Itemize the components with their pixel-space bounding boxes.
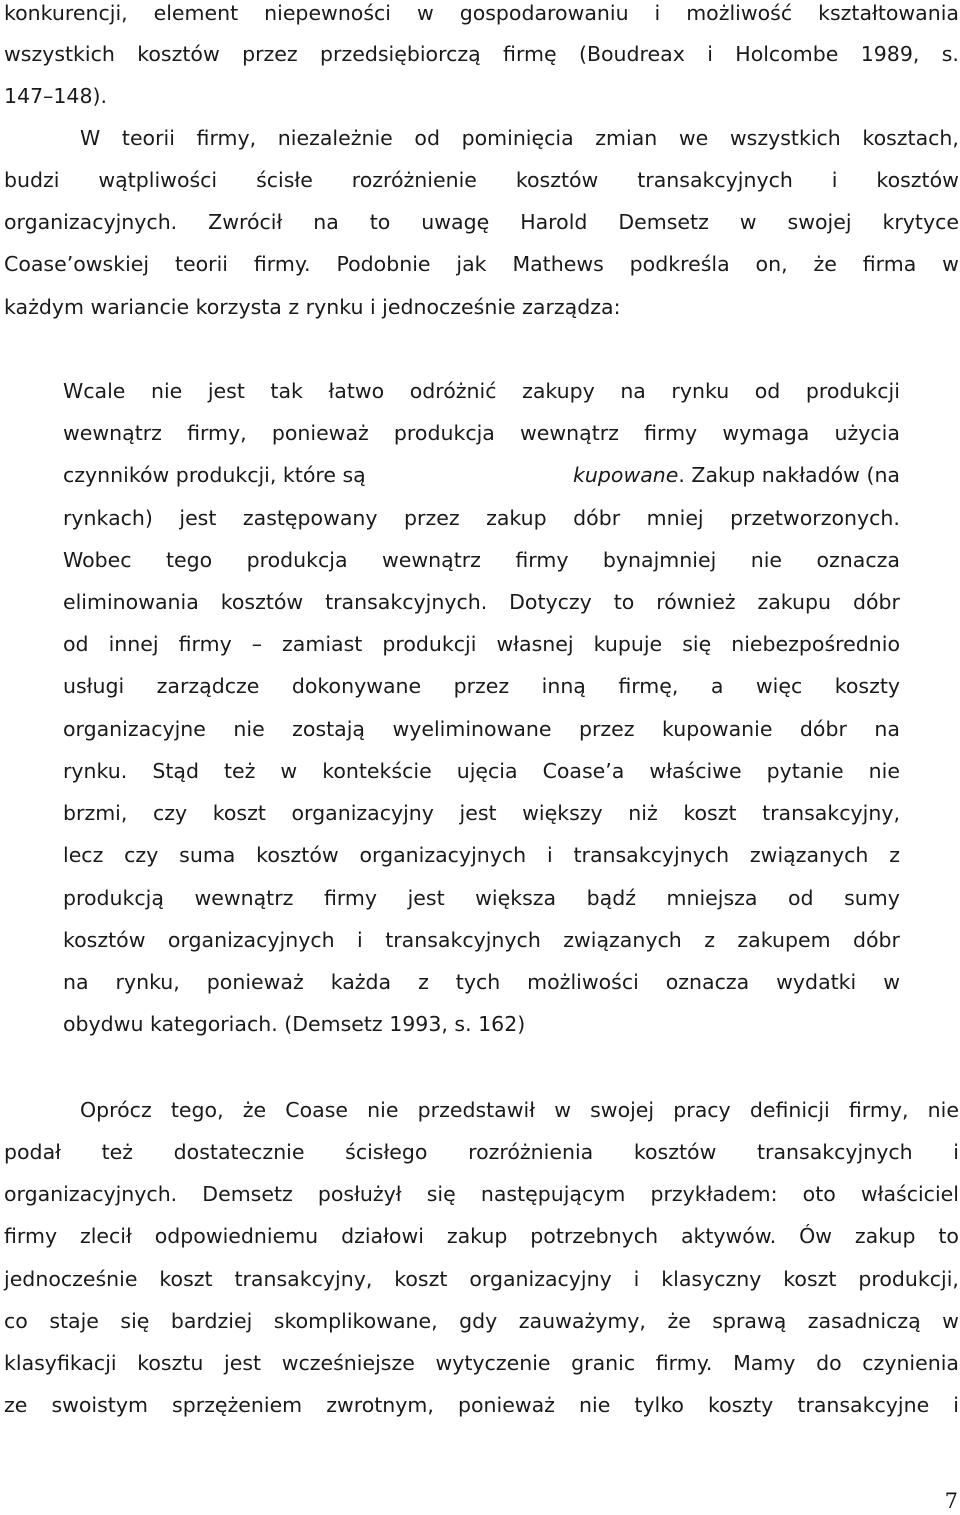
word: co <box>4 1309 28 1333</box>
word: niepewności <box>264 1 391 25</box>
text-line <box>4 1350 959 1376</box>
word: W <box>80 126 101 150</box>
word: produkcji <box>805 379 900 403</box>
word: na <box>874 717 900 741</box>
word: mniejsza <box>666 886 758 910</box>
word: zastępowany <box>242 506 378 530</box>
word: podał <box>4 1140 61 1164</box>
word: firmy <box>178 632 232 656</box>
word: wewnątrz <box>194 886 294 910</box>
word: firmy. <box>253 252 311 276</box>
text-line <box>4 41 959 67</box>
word: transakcyjny, <box>234 1267 373 1291</box>
word: przedstawił <box>417 1098 536 1122</box>
quote-line <box>63 927 900 953</box>
word: firmy <box>644 421 698 445</box>
word: przez <box>404 506 460 530</box>
word: zwrotnym, <box>326 1393 434 1417</box>
word: (Boudreax <box>578 42 685 66</box>
word: Stąd <box>152 759 199 783</box>
word: produkcji, <box>858 1267 959 1291</box>
word: produkcja <box>393 421 495 445</box>
word: a <box>710 674 724 698</box>
word: tego, <box>170 1098 224 1122</box>
word: wydatki <box>776 970 857 994</box>
word: więc <box>755 674 803 698</box>
word: i <box>654 1 661 25</box>
word: kupowanie <box>662 717 773 741</box>
word: pytanie <box>766 759 844 783</box>
word: skomplikowane, <box>273 1309 438 1333</box>
word: transakcyjny, <box>762 801 900 825</box>
word: organizacyjne <box>63 717 206 741</box>
word: firmy, <box>196 126 257 150</box>
word: możliwość <box>686 1 793 25</box>
word: Wcale <box>63 379 126 403</box>
word: pracy <box>673 1098 731 1122</box>
word: odpowiedniemu <box>154 1224 319 1248</box>
word: nie <box>233 717 265 741</box>
word: ze <box>4 1393 28 1417</box>
word: wymaga <box>722 421 810 445</box>
word: zlecił <box>79 1224 132 1248</box>
text-line <box>80 125 959 151</box>
word: od <box>788 886 814 910</box>
word: kosztów <box>515 168 599 192</box>
word: większa <box>475 886 557 910</box>
word: nie <box>868 759 900 783</box>
italic-term: kupowane <box>573 463 679 487</box>
word: 1989, <box>860 42 920 66</box>
word: czy <box>152 801 188 825</box>
text-line <box>4 251 959 277</box>
word: od <box>754 379 781 403</box>
word: wyeliminowane <box>392 717 552 741</box>
word: ponieważ <box>206 970 304 994</box>
word: Mathews <box>512 252 604 276</box>
word: dóbr <box>799 717 847 741</box>
quote-line <box>63 420 900 446</box>
word: do <box>816 1351 842 1375</box>
word: rynku. <box>63 759 128 783</box>
quote-line-tail: . Zakup nakładów (na <box>678 463 900 487</box>
word: z <box>704 928 715 952</box>
word: produkcją <box>63 886 164 910</box>
quote-line <box>63 631 900 657</box>
quote-line <box>63 716 900 742</box>
word: oznacza <box>816 548 900 572</box>
word: wewnątrz <box>63 421 162 445</box>
word: w <box>739 210 757 234</box>
word: definicji <box>749 1098 830 1122</box>
quote-line <box>63 505 900 531</box>
word: zakupy <box>522 379 595 403</box>
word: działowi <box>341 1224 424 1248</box>
word: Coase <box>285 1098 348 1122</box>
word: brzmi, <box>63 801 128 825</box>
word: również <box>656 590 736 614</box>
word: i <box>831 168 838 192</box>
word: niezależnie <box>277 126 393 150</box>
word: zauważymy, <box>518 1309 646 1333</box>
word: i <box>546 843 553 867</box>
word: każda <box>330 970 392 994</box>
word: dóbr <box>573 506 621 530</box>
word: że <box>667 1309 691 1333</box>
word: jest <box>179 506 217 530</box>
word: organizacyjny <box>291 801 434 825</box>
quote-line <box>63 885 900 911</box>
word: zakupem <box>737 928 831 952</box>
word: teorii <box>121 126 175 150</box>
word: następującym <box>480 1182 626 1206</box>
word: dóbr <box>852 590 900 614</box>
word: bądź <box>586 886 636 910</box>
word: eliminowania <box>63 590 199 614</box>
word: Dotyczy <box>509 590 592 614</box>
word: na <box>313 210 339 234</box>
text-line <box>4 1308 959 1334</box>
word: jednocześnie <box>4 1267 138 1291</box>
word: zamiast <box>282 632 363 656</box>
word: kosztów <box>633 1140 717 1164</box>
word: swoistym <box>51 1393 148 1417</box>
word: w <box>942 1309 959 1333</box>
word: konkurencji, <box>4 1 128 25</box>
word: swojej <box>787 210 852 234</box>
word: Ów <box>799 1224 833 1248</box>
word: to <box>938 1224 959 1248</box>
word: większy <box>522 801 603 825</box>
word: w <box>280 759 298 783</box>
word: aktywów. <box>680 1224 777 1248</box>
text-line <box>4 1266 959 1292</box>
word: czy <box>124 843 159 867</box>
quote-line-start: czynników produkcji, które są <box>63 463 366 487</box>
quote-line: obydwu kategoriach. (Demsetz 1993, s. 162) <box>63 1012 526 1036</box>
word: transakcyjnych <box>385 928 541 952</box>
word: sprzężeniem <box>172 1393 303 1417</box>
word: możliwości <box>527 970 639 994</box>
word: s. <box>941 42 959 66</box>
word: z <box>418 970 429 994</box>
word: dóbr <box>852 928 900 952</box>
quote-line <box>63 673 900 699</box>
word: od <box>63 632 89 656</box>
word: transakcyjnych <box>757 1140 913 1164</box>
word: kosztów <box>137 42 220 66</box>
word: koszt <box>683 801 737 825</box>
word: i <box>707 42 713 66</box>
word: i <box>953 1393 959 1417</box>
word: zasadniczą <box>807 1309 921 1333</box>
text-line <box>4 167 959 193</box>
word: niebezpośrednio <box>731 632 900 656</box>
word: koszt <box>394 1267 448 1291</box>
word: własnej <box>496 632 574 656</box>
word: gdy <box>459 1309 498 1333</box>
word: usługi <box>63 674 125 698</box>
word: potrzebnych <box>530 1224 659 1248</box>
word: organizacyjnych <box>359 843 527 867</box>
word: przykładem: <box>650 1182 778 1206</box>
word: też <box>101 1140 134 1164</box>
word: rynku, <box>115 970 180 994</box>
word: to <box>369 210 391 234</box>
word: właściwe <box>649 759 742 783</box>
word: firmę, <box>618 674 679 698</box>
word: staje <box>49 1309 99 1333</box>
word: budzi <box>4 168 60 192</box>
word: kosztu <box>137 1351 204 1375</box>
word: krytyce <box>882 210 959 234</box>
word: granic <box>571 1351 636 1375</box>
word: organizacyjnych <box>167 928 335 952</box>
word: tylko <box>634 1393 684 1417</box>
quote-line <box>63 969 900 995</box>
word: wątpliwości <box>98 168 218 192</box>
word: nie <box>750 548 783 572</box>
word: pominięcia <box>461 126 574 150</box>
word: Podobnie <box>336 252 431 276</box>
word: związanych <box>563 928 682 952</box>
word: zakupu <box>757 590 832 614</box>
word: przez <box>578 717 635 741</box>
word: w <box>883 970 900 994</box>
word: Coase’a <box>542 759 625 783</box>
word: suma <box>179 843 236 867</box>
word: sumy <box>844 886 900 910</box>
word: ścisłe <box>256 168 313 192</box>
word: transakcyjnych. <box>325 590 488 614</box>
word: transakcyjne <box>797 1393 930 1417</box>
word: kosztów <box>876 168 959 192</box>
word: wcześniejsze <box>281 1351 415 1375</box>
word: przetworzonych. <box>730 506 900 530</box>
quote-line <box>63 462 900 488</box>
word: jest <box>207 379 245 403</box>
quote-line <box>63 800 900 826</box>
word: się <box>426 1182 456 1206</box>
word: z <box>889 843 900 867</box>
word: Holcombe <box>735 42 839 66</box>
quote-line-end <box>573 462 900 488</box>
word: on, <box>755 252 788 276</box>
page-number: 7 <box>944 1489 958 1513</box>
word: produkcja <box>246 548 348 572</box>
quote-line <box>63 758 900 784</box>
word: zakup <box>854 1224 916 1248</box>
word: Wobec <box>63 548 132 572</box>
word: wytyczenie <box>435 1351 551 1375</box>
word: zakup <box>486 506 547 530</box>
word: dostatecznie <box>173 1140 305 1164</box>
word: wewnątrz <box>520 421 619 445</box>
word: bynajmniej <box>602 548 717 572</box>
word: firmy, <box>187 421 247 445</box>
word: firmę <box>503 42 557 66</box>
word: wszystkich <box>729 126 841 150</box>
word: element <box>153 1 239 25</box>
word: kosztów <box>220 590 304 614</box>
word: podkreśla <box>629 252 730 276</box>
word: transakcyjnych <box>637 168 793 192</box>
word: że <box>813 252 837 276</box>
word: firmy. <box>655 1351 713 1375</box>
word: firmy <box>515 548 569 572</box>
word: ponieważ <box>271 421 369 445</box>
word: Coase’owskiej <box>4 252 150 276</box>
word: koszt <box>212 801 266 825</box>
word: Demsetz <box>618 210 709 234</box>
word: nie <box>579 1393 611 1417</box>
word: rozróżnienia <box>468 1140 594 1164</box>
word: kupuje <box>593 632 663 656</box>
quote-line <box>63 547 900 573</box>
word: we <box>678 126 709 150</box>
word: koszty <box>708 1393 774 1417</box>
word: gospodarowaniu <box>459 1 629 25</box>
word: firmy <box>4 1224 58 1248</box>
word: ujęcia <box>456 759 518 783</box>
quote-line <box>63 378 900 404</box>
word: na <box>620 379 646 403</box>
word: od <box>414 126 440 150</box>
word: łatwo <box>328 379 385 403</box>
word: użycia <box>834 421 900 445</box>
word: kosztów <box>63 928 146 952</box>
word: wszystkich <box>4 42 115 66</box>
word: Zwrócił <box>208 210 283 234</box>
word: organizacyjny <box>469 1267 612 1291</box>
word: i <box>633 1267 640 1291</box>
word: teorii <box>174 252 228 276</box>
word: w <box>942 252 959 276</box>
word: na <box>63 970 89 994</box>
word: Demsetz <box>202 1182 293 1206</box>
word: kształtowania <box>818 1 959 25</box>
word: Oprócz <box>80 1098 152 1122</box>
word: rynku <box>671 379 730 403</box>
word: jest <box>459 801 497 825</box>
word: się <box>120 1309 150 1333</box>
word: dokonywane <box>291 674 422 698</box>
word: jak <box>456 252 487 276</box>
word: tego <box>165 548 213 572</box>
word: organizacyjnych. <box>4 210 178 234</box>
word: nie <box>150 379 183 403</box>
word: – <box>251 632 262 656</box>
word: niż <box>628 801 658 825</box>
word: sprawą <box>712 1309 787 1333</box>
word: firmy, <box>848 1098 909 1122</box>
word: właściciel <box>860 1182 959 1206</box>
word: firma <box>862 252 917 276</box>
text-line <box>4 1181 959 1207</box>
word: w <box>554 1098 571 1122</box>
word: transakcyjnych <box>573 843 730 867</box>
word: koszt <box>783 1267 837 1291</box>
word: zmian <box>595 126 658 150</box>
word: oznacza <box>665 970 750 994</box>
word: ścisłego <box>345 1140 428 1164</box>
text-line <box>4 209 959 235</box>
word: nie <box>927 1098 959 1122</box>
word: przez <box>242 42 298 66</box>
word: przedsiębiorczą <box>320 42 481 66</box>
word: innej <box>108 632 159 656</box>
text-line <box>80 1097 959 1123</box>
word: mniej <box>646 506 704 530</box>
word: koszt <box>159 1267 213 1291</box>
word: bardziej <box>170 1309 253 1333</box>
word: kosztach, <box>862 126 959 150</box>
text-line: 147–148). <box>4 84 108 108</box>
word: zarządcze <box>156 674 260 698</box>
word: ponieważ <box>457 1393 555 1417</box>
text-line <box>4 1139 959 1165</box>
quote-line <box>63 589 900 615</box>
word: zostają <box>292 717 365 741</box>
word: uwagę <box>421 210 490 234</box>
word: kosztów <box>256 843 339 867</box>
word: wewnątrz <box>382 548 481 572</box>
word: odróżnić <box>409 379 497 403</box>
word: zakup <box>446 1224 508 1248</box>
word: związanych <box>749 843 869 867</box>
word: że <box>242 1098 267 1122</box>
word: firmy <box>323 886 378 910</box>
word: Harold <box>520 210 588 234</box>
word: jest <box>407 886 445 910</box>
word: się <box>682 632 712 656</box>
text-line <box>4 1392 959 1418</box>
word: koszty <box>834 674 900 698</box>
word: oto <box>802 1182 836 1206</box>
text-line: każdym wariancie korzysta z rynku i jednocześnie zarządza: <box>4 295 621 319</box>
word: lecz <box>63 843 104 867</box>
text-line <box>4 0 959 26</box>
word: rynkach) <box>63 506 153 530</box>
word: tak <box>270 379 303 403</box>
word: posłużył <box>317 1182 402 1206</box>
word: inną <box>541 674 586 698</box>
word: też <box>223 759 256 783</box>
word: kontekście <box>322 759 432 783</box>
word: przez <box>453 674 510 698</box>
word: i <box>357 928 363 952</box>
word: i <box>953 1140 959 1164</box>
word: produkcji <box>382 632 477 656</box>
word: w <box>416 1 434 25</box>
word: to <box>613 590 635 614</box>
word: czynienia <box>862 1351 959 1375</box>
word: Mamy <box>733 1351 796 1375</box>
word: nie <box>367 1098 399 1122</box>
word: rozróżnienie <box>351 168 477 192</box>
word: tych <box>455 970 501 994</box>
word: klasyczny <box>661 1267 762 1291</box>
word: klasyfikacji <box>4 1351 117 1375</box>
word: jest <box>224 1351 262 1375</box>
word: swojej <box>590 1098 655 1122</box>
text-line <box>4 1223 959 1249</box>
word: organizacyjnych. <box>4 1182 178 1206</box>
quote-line <box>63 842 900 868</box>
